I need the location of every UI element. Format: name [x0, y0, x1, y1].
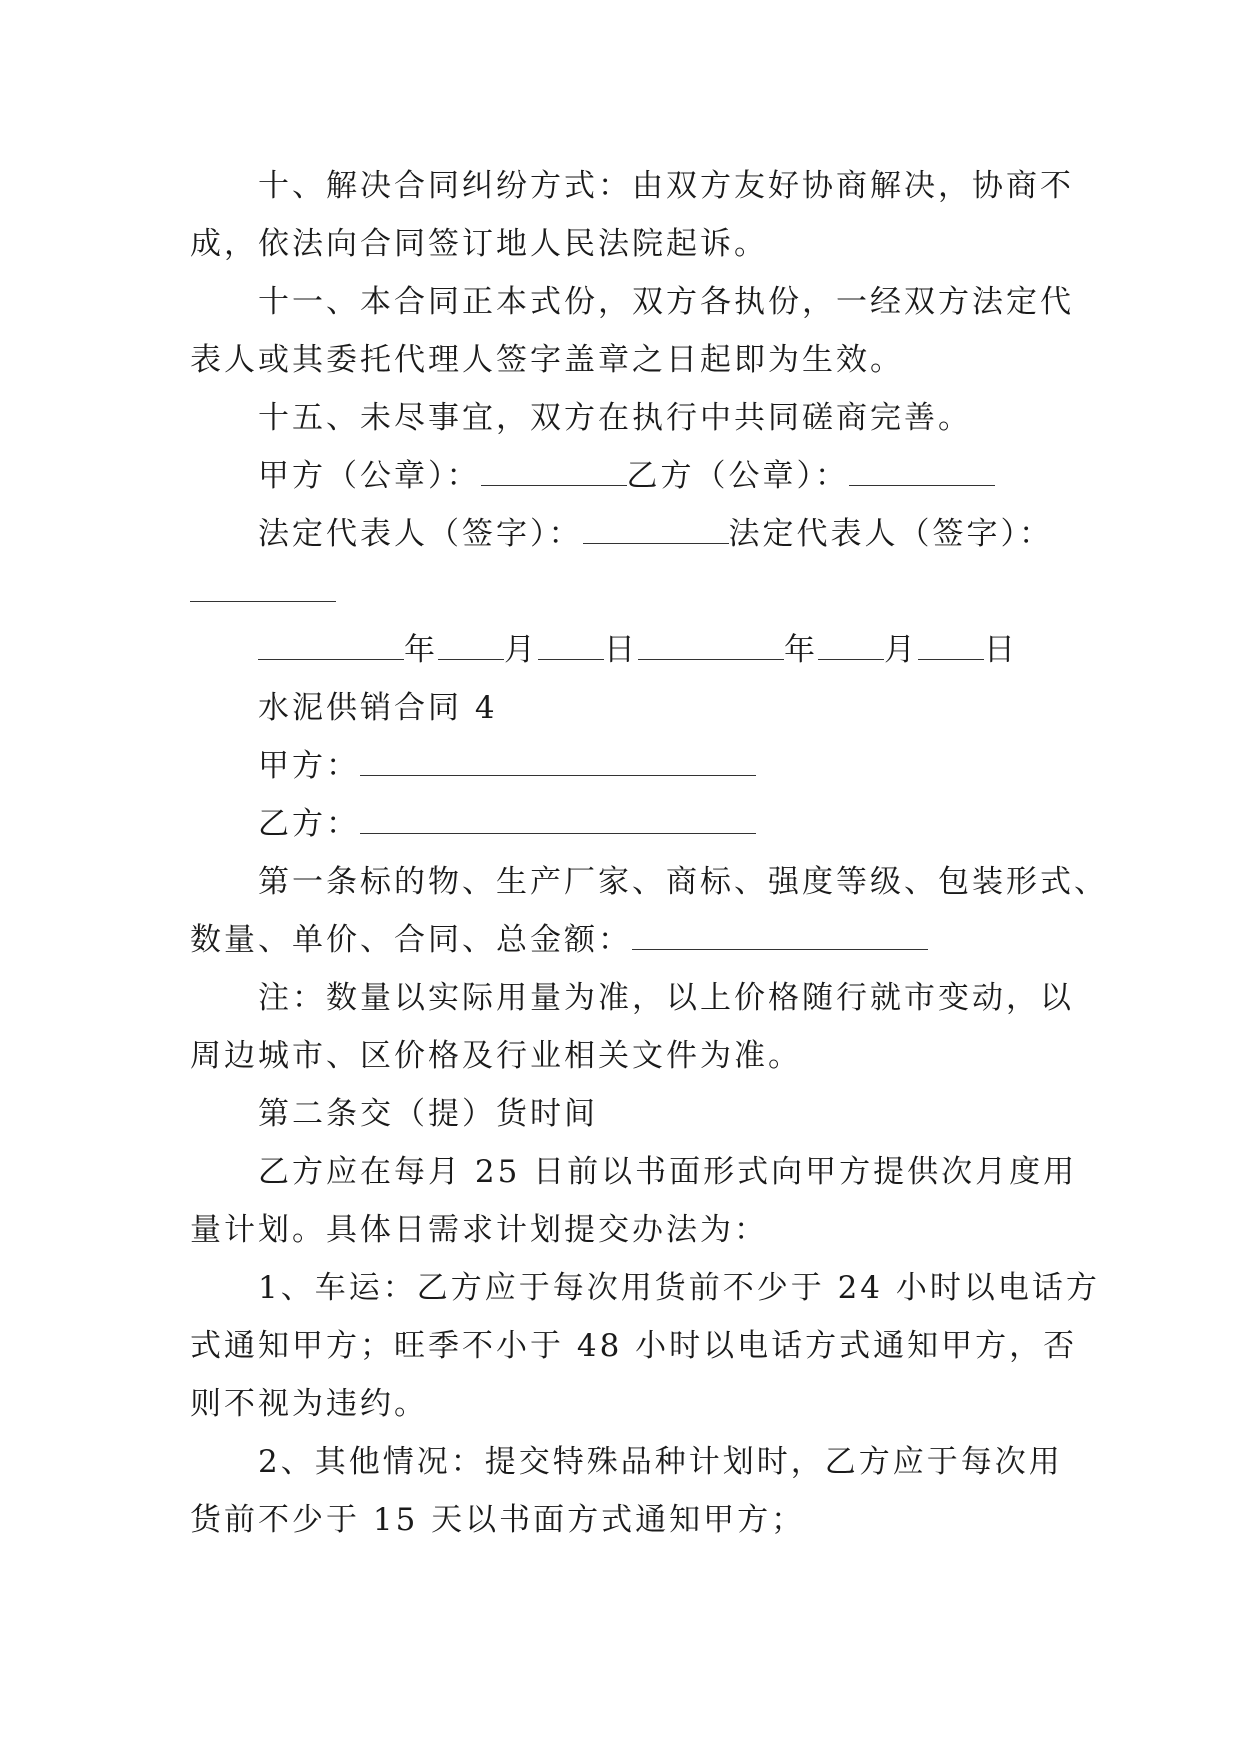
- party-b-rep-blank: [190, 601, 336, 602]
- date-b-year-label: 年: [784, 632, 818, 668]
- party-a-seal-blank: [481, 459, 627, 486]
- clause-15-line: 十五、未尽事宜，双方在执行中共同磋商完善。: [258, 400, 972, 436]
- rep-line: [258, 514, 1053, 554]
- date-line: [258, 630, 1018, 670]
- item-2-line-1: 2、其他情况：提交特殊品种计划时，乙方应于每次用: [258, 1444, 1063, 1480]
- article-1-line-2: [190, 920, 928, 960]
- party-b-label: 乙方：: [258, 806, 360, 842]
- date-a-day-blank: [538, 633, 604, 660]
- party-a-blank: [360, 749, 756, 776]
- plan-line-2: 量计划。具体日需求计划提交办法为：: [190, 1212, 768, 1248]
- date-a-year-label: 年: [404, 632, 438, 668]
- party-b-seal-label: 乙方（公章）：: [626, 458, 849, 494]
- plan-line-1: 乙方应在每月 25 日前以书面形式向甲方提供次月度用: [258, 1154, 1078, 1190]
- party-a-line: [258, 746, 756, 786]
- date-b-month-label: 月: [884, 632, 918, 668]
- date-a-month-blank: [438, 633, 504, 660]
- clause-10-line-2: 成，依法向合同签订地人民法院起诉。: [190, 226, 768, 262]
- note-line-2: 周边城市、区价格及行业相关文件为准。: [190, 1038, 802, 1074]
- item-1-line-3: 则不视为违约。: [190, 1386, 428, 1422]
- party-b-line: [258, 804, 756, 844]
- clause-11-line-1: 十一、本合同正本式份，双方各执份，一经双方法定代: [258, 284, 1074, 320]
- date-b-day-blank: [918, 633, 984, 660]
- article-1-label: 数量、单价、合同、总金额：: [190, 922, 632, 958]
- party-b-blank: [360, 807, 756, 834]
- party-b-seal-blank: [849, 459, 995, 486]
- party-b-rep-label: 法定代表人（签字）：: [728, 516, 1053, 552]
- date-b-month-blank: [818, 633, 884, 660]
- section-title-4: 水泥供销合同 4: [258, 690, 498, 726]
- date-a-day-label: 日: [604, 632, 638, 668]
- article-1-blank: [632, 923, 928, 950]
- date-b-year-blank: [638, 633, 784, 660]
- seal-line: [258, 456, 995, 496]
- date-a-month-label: 月: [504, 632, 538, 668]
- party-a-label: 甲方：: [258, 748, 360, 784]
- item-1-line-2: 式通知甲方；旺季不小于 48 小时以电话方式通知甲方，否: [190, 1328, 1078, 1364]
- clause-10-line-1: 十、解决合同纠纷方式：由双方友好协商解决，协商不: [258, 168, 1074, 204]
- party-a-rep-label: 法定代表人（签字）：: [258, 516, 583, 552]
- note-line-1: 注：数量以实际用量为准，以上价格随行就市变动，以: [258, 980, 1074, 1016]
- article-1-line-1: 第一条标的物、生产厂家、商标、强度等级、包装形式、: [258, 864, 1108, 900]
- article-2-heading: 第二条交（提）货时间: [258, 1096, 598, 1132]
- party-a-rep-blank: [583, 517, 729, 544]
- party-a-seal-label: 甲方（公章）：: [258, 458, 481, 494]
- item-2-line-2: 货前不少于 15 天以书面方式通知甲方；: [190, 1502, 806, 1538]
- clause-11-line-2: 表人或其委托代理人签字盖章之日起即为生效。: [190, 342, 904, 378]
- date-b-day-label: 日: [984, 632, 1018, 668]
- item-1-line-1: 1、车运：乙方应于每次用货前不少于 24 小时以电话方: [258, 1270, 1100, 1306]
- date-a-year-blank: [258, 633, 404, 660]
